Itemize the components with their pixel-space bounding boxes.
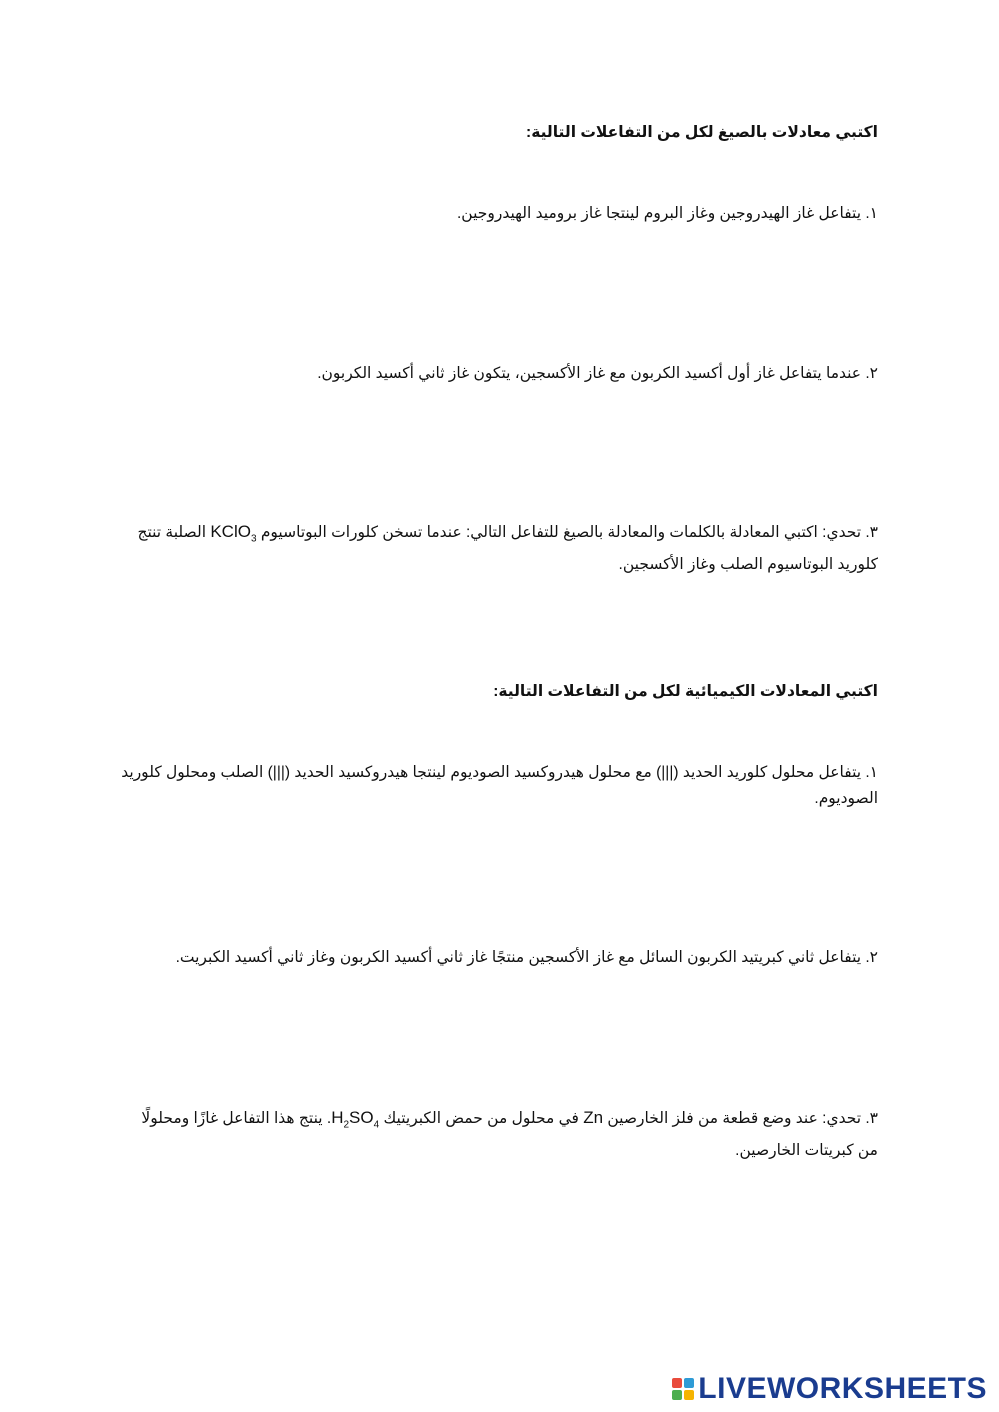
zn-formula: Zn [583,1108,604,1127]
section2-question-3 [118,1105,878,1164]
section2-heading: اكتبي المعادلات الكيميائية لكل من التفاعلات التالية: [493,683,878,700]
section1-question-3 [118,519,878,578]
liveworksheets-logo [672,1372,987,1406]
section2-question-2: ٢. يتفاعل ثاني كبريتيد الكربون السائل مع غاز الأكسجين منتجًا غاز ثاني أكسيد الكربون وغاز ثاني أكسيد الكبريت. [175,949,878,966]
q3-text-after: . ينتج هذا التفاعل غازًا ومحلولًا من كبريتات الخارصين. [141,1110,878,1160]
kclo3-formula: KClO$_3$ [210,522,257,545]
section1-heading: اكتبي معادلات بالصيغ لكل من التفاعلات التالية: [526,124,878,141]
h2so4-formula: $H_2SO_4$ [331,1108,380,1131]
q3-text-middle: في محلول من حمض الكبريتيك [379,1110,584,1127]
section1-question-1: ١. يتفاعل غاز الهيدروجين وغاز البروم لينتجا غاز بروميد الهيدروجين. [457,205,878,222]
section2-question-1: ١. يتفاعل محلول كلوريد الحديد (|||) مع محلول هيدروكسيد الصوديوم لينتجا هيدروكسيد الحديد (|||) الصلب ومحلول كلوريد الصوديوم. [121,764,878,807]
q3-text-after: الصلبة تنتج كلوريد البوتاسيوم الصلب وغاز الأكسجين. [137,524,878,574]
logo-text: LIVEWORKSHEETS [698,1372,987,1405]
logo-mark-icon [672,1378,694,1400]
q3-text-before: ٣. تحدي: اكتبي المعادلة بالكلمات والمعادلة بالصيغ للتفاعل التالي: عندما تسخن كلورات البوتاسيوم [256,524,878,541]
q3-text-before: ٣. تحدي: عند وضع قطعة من فلز الخارصين [603,1110,878,1127]
section1-question-2: ٢. عندما يتفاعل غاز أول أكسيد الكربون مع غاز الأكسجين، يتكون غاز ثاني أكسيد الكربون. [317,365,878,382]
